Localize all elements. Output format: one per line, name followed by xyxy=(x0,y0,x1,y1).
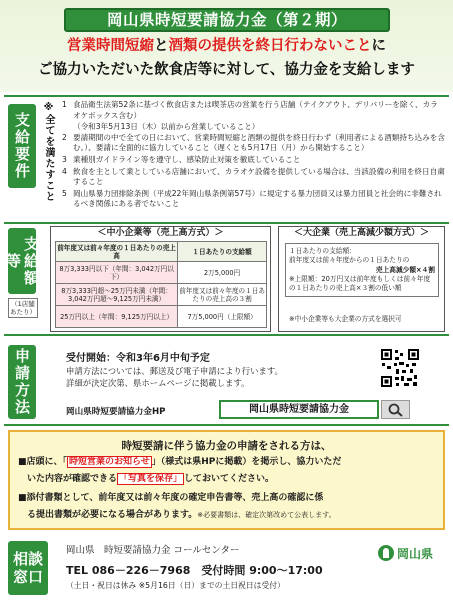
table-row xyxy=(56,284,267,306)
notice-title: 時短要請に伴う協力金の申請をされる方は、 xyxy=(121,440,332,452)
req-label-text: 支給要件 xyxy=(13,112,31,180)
application-label-text: 申請方法 xyxy=(13,348,31,416)
requirements-list xyxy=(62,100,445,211)
headline-dark: と xyxy=(154,38,169,54)
table-row xyxy=(56,262,267,284)
header xyxy=(0,0,453,92)
list-item: 2 要請期間の中で全ての日において、営業時間短縮と酒類の提供を終日行わず（利用者による酒類持ち込みを含む。）、要請に全面的に協力していること（遅くとも5月17日（月）から開始すること） xyxy=(62,132,445,153)
notice-highlight: 「写真を保存」 xyxy=(119,474,183,484)
list-item: 1 食品衛生法第52条に基づく飲食店または喫茶店の営業を行う店舗（テイクアウト、デリバリーを除く、カラオケボックス含む） xyxy=(62,100,438,120)
consult-center: 岡山県 時短要請協力金 コールセンター xyxy=(66,545,240,556)
application-label xyxy=(8,345,36,419)
consult-tel[interactable]: TEL 086－226－7968 受付時間 9:00～17:00 xyxy=(66,564,323,577)
search-input[interactable]: 岡山県時短要請協力金 xyxy=(219,400,379,419)
amount-label-text: 支給額等 xyxy=(4,235,40,287)
table-cell: 25万円以上（年間：9,125万円以上） xyxy=(56,306,178,328)
table-cell: 8万3,333円以下（年間：3,042万円以下） xyxy=(56,262,178,284)
large-inner xyxy=(285,243,439,297)
application-line2: 詳細が決定次第、県ホームページに掲載します。 xyxy=(66,378,250,388)
large-line: 売上高減少額×４割 xyxy=(375,265,435,274)
application-line1: 申請方法については、郵送及び電子申請により行います。 xyxy=(66,366,283,376)
list-item-note: （令和3年5月13日（木）以前から営業していること） xyxy=(73,122,260,132)
list-item: 4 飲食を主として業としている店舗において、カラオケ設備を提供している場合は、当該設備の利用を終日自粛すること xyxy=(62,166,445,187)
title-bar xyxy=(64,8,390,32)
hp-label: 岡山県時短要請協力金HP xyxy=(66,407,166,417)
consult-label xyxy=(8,541,48,595)
prefecture-emblem-icon xyxy=(378,545,394,561)
sme-table xyxy=(55,241,267,328)
prefecture-name: 岡山県 xyxy=(397,546,434,561)
search-icon xyxy=(388,403,404,417)
unit-note: （1店舗あたり） xyxy=(10,300,36,316)
table-cell: 8万3,333円超〜25万円未満（年間：3,042万円超〜9,125万円未満） xyxy=(56,284,178,306)
consult-note: （土日・祝日は休み ※5月16日（日）までの土日祝日は受付） xyxy=(66,581,285,590)
large-line: の１日あたりの売上高×３割の低い額 xyxy=(289,284,402,293)
notice-line1: ■店頭に、「 時短営業のお知らせ 」（様式は県HPに掲載）を掲示し、協力いただ xyxy=(18,457,342,467)
search-button[interactable] xyxy=(381,400,410,419)
table-row xyxy=(56,306,267,328)
sme-box xyxy=(50,226,271,332)
large-box xyxy=(278,226,445,332)
qr-code-icon[interactable] xyxy=(380,348,420,388)
sme-title: ＜中小企業等（売上高方式）＞ xyxy=(97,228,224,238)
large-line: ※上限額：20万円又は前年度もしくは前々年度 xyxy=(289,274,431,283)
headline-dark2: に xyxy=(371,38,386,54)
notice-line3: ■添付書類として、前年度又は前々年度の確定申告書等、売上高の確認に係 xyxy=(18,493,324,503)
large-line: 前年度又は前々年度からの１日あたりの xyxy=(289,256,410,265)
headline-line2: ご協力いただいた飲食店等に対して、協力金を支給します xyxy=(38,62,415,78)
notice-line2: いた内容が確認できる 「写真を保存」 しておいてください。 xyxy=(27,474,275,484)
table-cell: 2万5,000円 xyxy=(178,262,267,284)
large-title: ＜大企業（売上高減少額方式）＞ xyxy=(293,228,429,238)
list-item: 3 業種別ガイドライン等を遵守し、感染防止対策を徹底していること xyxy=(62,154,301,164)
requirements-label xyxy=(8,104,36,188)
large-line: １日あたりの支給額： xyxy=(289,247,356,255)
table-cell: 前年度又は前々年度の１日あたりの売上高の３割 xyxy=(178,284,267,306)
requirements-sub: ※全てを満たすこと xyxy=(43,102,54,202)
table-header: １日あたりの支給額 xyxy=(178,242,267,262)
headline-red-b: 酒類の提供を終日行わないこと xyxy=(168,38,372,54)
notice-line4: る提出書類が必要になる場合があります。※必要書類は、確定次第改めて公表します。 xyxy=(27,510,336,520)
list-item: 5 岡山県暴力団排除条例（平成22年岡山県条例第57号）に規定する暴力団員又は暴力団員と社会的に非難されるべき関係にある者でないこと xyxy=(62,188,442,209)
notice-box xyxy=(8,430,445,530)
application-start: 受付開始：令和3年6月中旬予定 xyxy=(66,353,210,364)
headline-red-a: 営業時間短縮 xyxy=(67,38,154,54)
page-title: 岡山県時短要請協力金（第２期） xyxy=(106,11,347,29)
headline-line1 xyxy=(0,36,453,56)
table-cell: 7万5,000円（上限額） xyxy=(178,306,267,328)
table-header: 前年度又は前々年度の１日あたりの売上高 xyxy=(57,243,176,260)
large-note: ※中小企業等も大企業の方式を選択可 xyxy=(289,315,402,323)
consult-label-text: 相談窓口 xyxy=(12,550,43,586)
notice-highlight: 時短営業のお知らせ xyxy=(69,457,150,467)
amount-label xyxy=(4,228,40,294)
prefecture-logo xyxy=(378,542,442,564)
